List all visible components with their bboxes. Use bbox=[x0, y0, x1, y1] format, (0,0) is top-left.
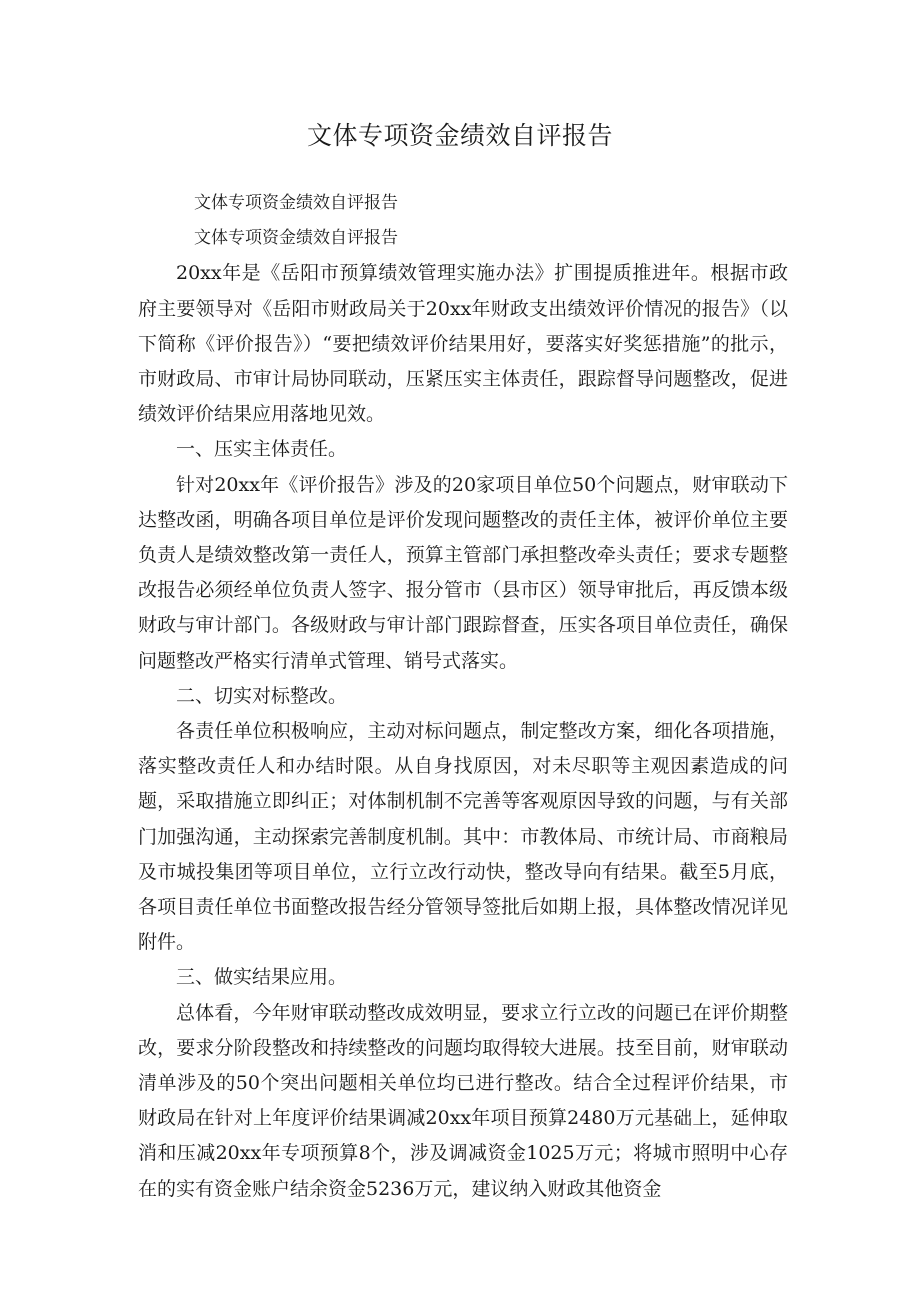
section-paragraph: 各责任单位积极响应，主动对标问题点，制定整改方案，细化各项措施，落实整改责任人和办结时限。从自身找原因，对未尽职等主观因素造成的问题，采取措施立即纠正；对体制机制不完善等客观原因导致的问题，与有关部门加强沟通，主动探索完善制度机制。其中：市教体局、市统计局、市商粮局及市城投集团等项目单位，立行立改行动快，整改导向有结果。截至5月底，各项目责任单位书面整改报告经分管领导签批后如期上报，具体整改情况详见附件。 bbox=[138, 720, 788, 954]
subtitle-line: 文体专项资金绩效自评报告 bbox=[194, 228, 398, 249]
section-heading: 一、压实主体责任。 bbox=[176, 438, 348, 461]
section-heading: 二、切实对标整改。 bbox=[176, 684, 348, 707]
section-heading: 三、做实结果应用。 bbox=[176, 966, 348, 989]
section-paragraph: 针对20xx年《评价报告》涉及的20家项目单位50个问题点，财审联动下达整改函，明确各项目单位是评价发现问题整改的责任主体，被评价单位主要负责人是绩效整改第一责任人，预算主管部门承担整改牵头责任；要求专题整改报告必须经单位负责人签字、报分管市（县市区）领导审批后，再反馈本级财政与审计部门。各级财政与审计部门跟踪督查，压实各项目单位责任，确保问题整改严格实行清单式管理、销号式落实。 bbox=[138, 473, 788, 672]
subtitle-line: 文体专项资金绩效自评报告 bbox=[194, 193, 398, 213]
section-paragraph: 总体看，今年财审联动整改成效明显，要求立行立改的问题已在评价期整改，要求分阶段整改和持续整改的问题均取得较大进展。技至目前，财审联动清单涉及的50个突出问题相关单位均已进行整改。结合全过程评价结果，市财政局在针对上年度评价结果调减20xx年项目预算2480万元基础上，延伸取消和压减20xx年专项预算8个，涉及调减资金1025万元；将城市照明中心存在的实有资金账户结余资金5236万元，建议纳入财政其他资金 bbox=[138, 1001, 788, 1200]
intro-paragraph: 20xx年是《岳阳市预算绩效管理实施办法》扩围提质推进年。根据市政府主要领导对《岳阳市财政局关于20xx年财政支出绩效评价情况的报告》（以下简称《评价报告》）“要把绩效评价结果用好，要落实好奖惩措施”的批示，市财政局、市审计局协同联动，压紧压实主体责任，跟踪督导问题整改，促进绩效评价结果应用落地见效。 bbox=[138, 262, 788, 426]
document-body bbox=[138, 186, 788, 1207]
document-title: 文体专项资金绩效自评报告 bbox=[306, 121, 613, 150]
